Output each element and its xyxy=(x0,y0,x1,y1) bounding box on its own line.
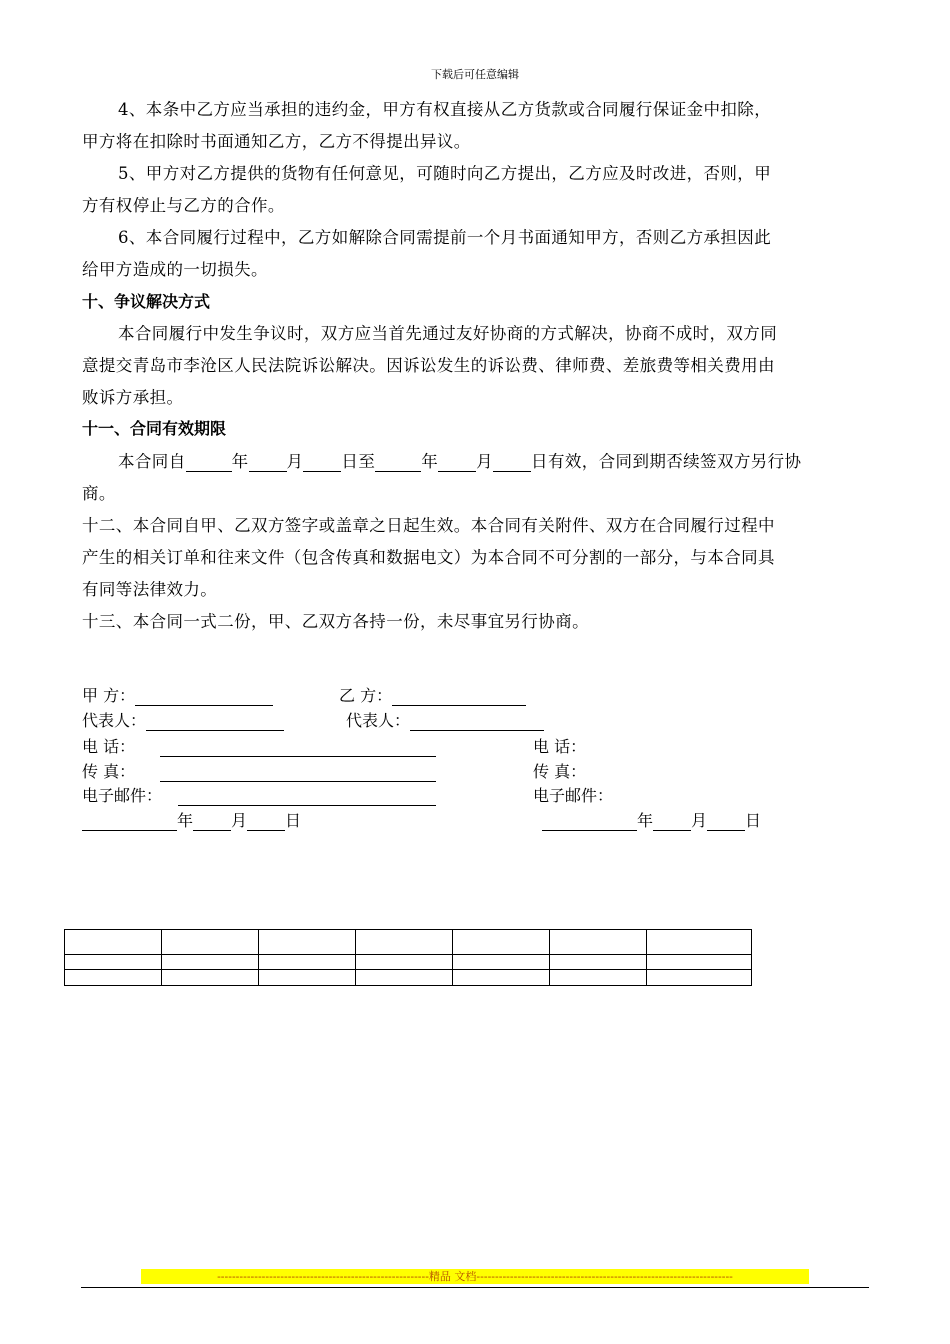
table-cell[interactable] xyxy=(356,970,453,986)
term-year-label-2: 年 xyxy=(421,452,439,471)
rep-a-field[interactable] xyxy=(146,713,284,731)
email-a-field[interactable] xyxy=(178,788,436,806)
phone-a-field[interactable] xyxy=(160,739,436,757)
table-cell[interactable] xyxy=(647,970,752,986)
email-b-label: 电子邮件： xyxy=(533,786,614,805)
party-a-field[interactable] xyxy=(135,688,273,706)
date-b-month-blank[interactable] xyxy=(653,813,691,831)
table-cell[interactable] xyxy=(453,955,550,970)
term-day-to-label: 日至 xyxy=(341,452,376,471)
rep-a-label: 代表人： xyxy=(82,711,147,730)
party-b-label: 乙 方： xyxy=(339,686,393,705)
section-11-line-2: 商。 xyxy=(82,484,116,503)
clause-6-line-1: 6、本合同履行过程中，乙方如解除合同需提前一个月书面通知甲方，否则乙方承担因此 xyxy=(118,228,772,247)
date-b-day-label: 日 xyxy=(745,811,762,830)
rep-b-field[interactable] xyxy=(410,713,544,731)
section-10-line-2: 意提交青岛市李沧区人民法院诉讼解决。因诉讼发生的诉讼费、律师费、差旅费等相关费用由 xyxy=(82,356,775,375)
table-cell[interactable] xyxy=(453,930,550,955)
term-month-label: 月 xyxy=(286,452,304,471)
table-cell[interactable] xyxy=(453,970,550,986)
footer-rule xyxy=(81,1287,869,1288)
table-cell[interactable] xyxy=(162,970,259,986)
table-cell[interactable] xyxy=(550,955,647,970)
table-row xyxy=(65,955,752,970)
fax-a-field[interactable] xyxy=(160,764,436,782)
date-a-day-label: 日 xyxy=(285,811,302,830)
date-a-month-label: 月 xyxy=(231,811,248,830)
table-cell[interactable] xyxy=(550,970,647,986)
clause-4-line-2: 甲方将在扣除时书面通知乙方，乙方不得提出异议。 xyxy=(82,132,471,151)
table-cell[interactable] xyxy=(550,930,647,955)
phone-a-row xyxy=(82,734,436,757)
end-year-blank[interactable] xyxy=(375,454,421,472)
table-cell[interactable] xyxy=(65,930,162,955)
date-a-month-blank[interactable] xyxy=(193,813,231,831)
date-b-row xyxy=(542,808,761,831)
date-b-month-label: 月 xyxy=(691,811,708,830)
date-b-year-label: 年 xyxy=(637,811,654,830)
rep-a-row xyxy=(82,708,284,731)
section-11-heading: 十一、合同有效期限 xyxy=(82,419,227,438)
section-12-line-3: 有同等法律效力。 xyxy=(82,580,218,599)
section-12-line-1: 十二、本合同自甲、乙双方签字或盖章之日起生效。本合同有关附件、双方在合同履行过程中 xyxy=(82,516,775,535)
rep-b-row xyxy=(346,708,544,731)
header-note: 下载后可任意编辑 xyxy=(431,68,519,81)
date-a-day-blank[interactable] xyxy=(247,813,285,831)
party-a-row xyxy=(82,683,273,706)
date-a-year-label: 年 xyxy=(177,811,194,830)
start-month-blank[interactable] xyxy=(249,454,287,472)
clause-4-line-1: 4、本条中乙方应当承担的违约金，甲方有权直接从乙方货款或合同履行保证金中扣除， xyxy=(118,100,772,119)
term-prefix: 本合同自 xyxy=(118,452,186,471)
fax-a-label: 传 真： xyxy=(82,762,136,781)
section-10-heading: 十、争议解决方式 xyxy=(82,292,211,311)
term-suffix: 日有效，合同到期否续签双方另行协 xyxy=(531,452,802,471)
section-12-line-2: 产生的相关订单和往来文件（包含传真和数据电文）为本合同不可分割的一部分，与本合同具 xyxy=(82,548,775,567)
table-cell[interactable] xyxy=(356,955,453,970)
table-cell[interactable] xyxy=(356,930,453,955)
term-month-label-2: 月 xyxy=(476,452,494,471)
clause-6-line-2: 给甲方造成的一切损失。 xyxy=(82,260,268,279)
fax-b-label: 传 真： xyxy=(533,762,587,781)
table-cell[interactable] xyxy=(65,955,162,970)
phone-b-label: 电 话： xyxy=(533,737,587,756)
table-cell[interactable] xyxy=(65,970,162,986)
blank-table xyxy=(64,929,752,986)
footer-note: ---------------------------------------------------------精品 文档--------------------------------------------------------------------- xyxy=(141,1269,809,1284)
table-cell[interactable] xyxy=(259,970,356,986)
table-cell[interactable] xyxy=(162,930,259,955)
start-year-blank[interactable] xyxy=(186,454,232,472)
party-b-row xyxy=(339,683,526,706)
table-cell[interactable] xyxy=(162,955,259,970)
rep-b-label: 代表人： xyxy=(346,711,411,730)
end-day-blank[interactable] xyxy=(493,454,531,472)
email-a-row xyxy=(82,783,436,806)
end-month-blank[interactable] xyxy=(438,454,476,472)
table-cell[interactable] xyxy=(259,955,356,970)
table-row xyxy=(65,930,752,955)
clause-5-line-2: 方有权停止与乙方的合作。 xyxy=(82,196,285,215)
start-day-blank[interactable] xyxy=(303,454,341,472)
party-b-field[interactable] xyxy=(392,688,526,706)
fax-a-row xyxy=(82,759,436,782)
email-a-label: 电子邮件： xyxy=(82,786,163,805)
table-cell[interactable] xyxy=(647,955,752,970)
table-cell[interactable] xyxy=(647,930,752,955)
party-a-label: 甲 方： xyxy=(82,686,136,705)
section-11-line-1 xyxy=(118,448,801,472)
date-b-year-blank[interactable] xyxy=(542,813,637,831)
section-10-line-1: 本合同履行中发生争议时，双方应当首先通过友好协商的方式解决，协商不成时，双方同 xyxy=(118,324,778,343)
section-13-line-1: 十三、本合同一式二份，甲、乙双方各持一份，未尽事宜另行协商。 xyxy=(82,612,589,631)
table-row xyxy=(65,970,752,986)
term-year-label: 年 xyxy=(231,452,249,471)
phone-a-label: 电 话： xyxy=(82,737,136,756)
table-cell[interactable] xyxy=(259,930,356,955)
date-b-day-blank[interactable] xyxy=(707,813,745,831)
date-a-year-blank[interactable] xyxy=(82,813,177,831)
clause-5-line-1: 5、甲方对乙方提供的货物有任何意见，可随时向乙方提出，乙方应及时改进，否则，甲 xyxy=(118,164,772,183)
date-a-row xyxy=(82,808,301,831)
section-10-line-3: 败诉方承担。 xyxy=(82,388,184,407)
